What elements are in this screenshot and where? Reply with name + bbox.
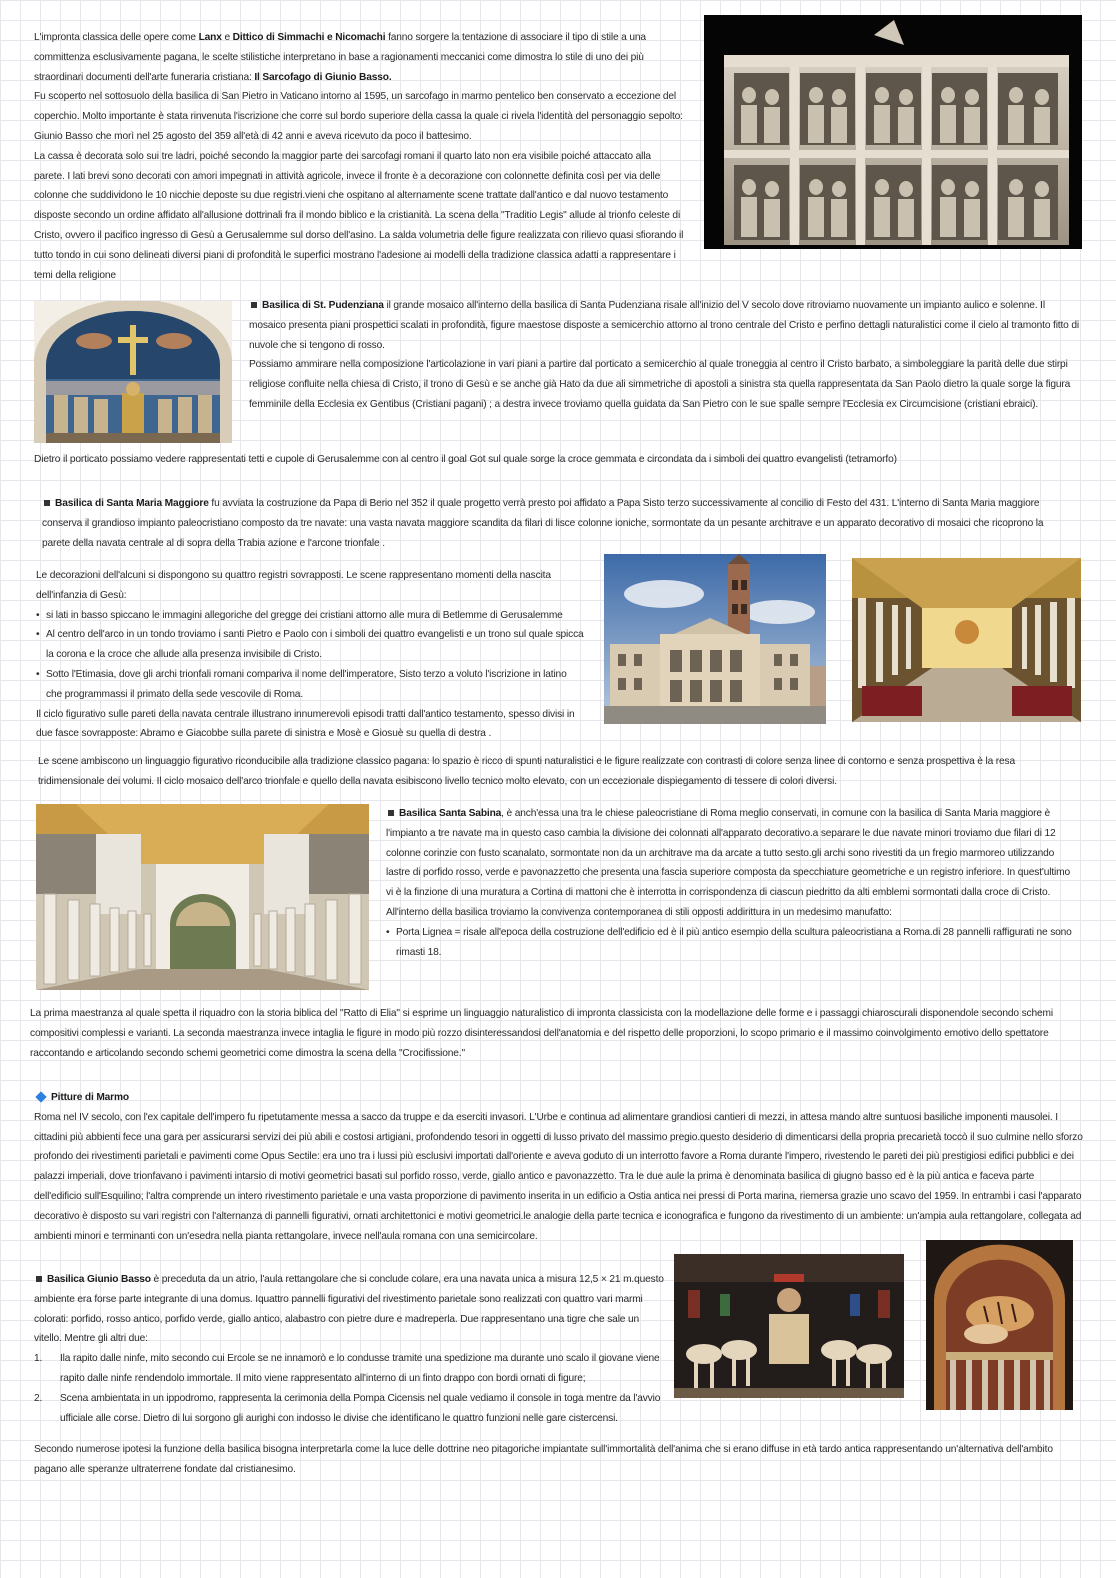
list-item: 1. Ila rapito dalle ninfe, mito secondo cui Ercole se ne innamorò e lo condusse tramite una spedizione ma durante uno scalo il giovane viene rapito dalle ninfe rendendolo immortale. Il mito viene rappresentato all'interno di un finto drappo con bordi ornati di figure;: [34, 1353, 660, 1384]
sabina-text: Basilica Santa Sabina, è anch'essa una tra le chiese paleocristiane di Roma meglio conservati, in comune con la basilica di Santa Maria maggiore è l'impianto a tre navate ma in questo caso cambia la divisione dei colonnati all'apparato decorativo.a separare le due navate minori troviamo due filari di 12 colonne corinzie con fusto scanalato, sormontate non da un architrave ma da arcate a tutto sesto.gli archi sono rivestiti da un fregio marmoreo utilizzando lastre di porfido rosso, verde e pavonazzetto che presenta una fascia superiore composta da specchiature geometriche e un registro inferiore. In quest'ultimo vi è la finzione di una muratura a Cortina di mattoni che è interrotta in corrispondenza di ciascun piedritto da alti emblemi sormontati dalla croce di Cristo. All'interno della basilica troviamo la convivenza contemporanea di stili opposti addirittura in un medesimo manufatto: • Porta Lignea = risale all'epoca della costruzione dell'edificio ed è il più antico esempio della scultura paleocristiana a Roma.di 28 pannelli raffigurati ne sono rimasti 18.: [386, 804, 1076, 962]
pudenziana-mosaic-photo: [34, 301, 232, 443]
list-item: • Porta Lignea = risale all'epoca della costruzione dell'edificio ed è il più antico esempio della scultura paleocristiana a Roma.di 28 pannelli raffigurati ne sono rimasti 18.: [386, 923, 1076, 963]
marble-section: Pitture di Marmo Roma nel IV secolo, con l'ex capitale dell'impero fu ripetutamente messa a sacco da truppe e da eserciti invasori. L'Urbe e continua ad alimentare grandiosi cantieri di mezzi, in attesa mando altre suntuosi basiliche imponenti mausolei. I cittadini più abbienti fece una gara per assicurarsi servizi dei più abili e costosi artigiani, profondendo tesori in oggetti di lusso privato del massimo pregio.questo desiderio di dimenticarsi della propria precarietà toccò il suo culmine nello sforzo profondo dei rivestimenti parietali e pavimenti come Opus Sectile: era uno tra i lussi più esclusivi importati dall'oriente e aveva goduto di un interrotto favore a Roma durante l'impero, rivestendo le pareti dei più prestigiosi edifici pubblici e dei palazzi imperiali, dove trionfavano i pavimenti intarsio di motivi geometrici basati sul porfido rosso, verde, giallo antico e pavonazzetto. Tra le due aule la prima è denominata basilica di giugno basso ed è la più antica e faceva parte dell'edificio sull'Esquilino; l'altra comprende un intero rivestimento parietale e una vasta proporzione di pavimento inserita in un edificio a Ostia antica nei pressi di Porta marina, riemersa grazie uno scavo del 1959. In entrambi i casi l'apparato decorativo è disposto su vari registri con l'alternanza di pannelli figurativi, ornati architettonici e motivi geometrici.le analogie della parte tecnica e iconografica e fungono da rivestimento di un ambiente: un'ampia aula rettangolare, collegata ad ambienti minori e terminanti con un'esedra nella pianta rettangolare, invece nell'aula romana con una semicircolare.: [34, 1088, 1084, 1246]
chariot-panel-photo: [674, 1254, 904, 1398]
square-bullet-icon: [251, 302, 257, 308]
discovery-paragraph: Fu scoperto nel sottosuolo della basilica di San Pietro in Vaticano intorno al 1595, un sarcofago in marmo pentelico ben conservato a eccezione del coperchio. Molto importante è stata rinvenuta l'iscrizione che corre sul bordo superiore della cassa la quale ci rivela l'identità del personaggio sepolto: Giunio Basso che morì nel 25 agosto del 359 all'età di 42 anni e aveva ricevuto da poco il battesimo.: [34, 91, 683, 142]
tiger-panel-photo: [926, 1240, 1073, 1410]
list-item: 2. Scena ambientata in un ippodromo, rappresenta la cerimonia della Pompa Cicensis nel quale vediamo il console in toga mentre da l'avvio ufficiale alle corse. Dietro di lui sorgono gli aurighi con indosso le divise che identificano le quattro funzioni nelle gare cistercensi.: [34, 1392, 661, 1424]
maggiore-interior-photo: [852, 558, 1081, 722]
sabina-list: [386, 923, 1076, 963]
list-item: • si lati in basso spiccano le immagini allegoriche del gregge dei cristiani attorno alle mura di Betlemme di Gerusalemme: [36, 606, 584, 626]
section-heading: Pitture di Marmo: [34, 1088, 1084, 1108]
junius-text: Basilica Giunio Basso è preceduta da un atrio, l'aula rettangolare che si conclude colare, era una navata unica a misura 12,5 × 21 m.questo ambiente era forse parte integrante di una domus. Iquattro pannelli figurativi del rivestimento parietale sono realizzati con quattro vari marmi colorati: porfido, rosso antico, porfido verde, giallo antico, alabastro con pietre dure e madreperla. Due rappresentano una tigre che sale un vitello. Mentre gli altri due: 1. Ila rapito dalle ninfe, mito secondo cui Ercole se ne innamorò e lo condusse tramite una spedizione ma durante uno scalo il giovane viene rapito dalle ninfe rendendolo immortale. Il mito viene rappresentato all'interno di un finto drappo con bordi ornati di figure; 2. Scena ambientata in un ippodromo, rappresenta la cerimonia della Pompa Cicensis nel quale vediamo il console in toga mentre da l'avvio ufficiale alle corse. Dietro di lui sorgono gli aurighi con indosso le divise che identificano le quattro funzioni nelle gare cistercensi.: [34, 1270, 666, 1428]
sarcophagus-text: [34, 28, 684, 285]
maggiore-list: [36, 606, 584, 705]
square-bullet-icon: [44, 500, 50, 506]
decoration-paragraph: La cassa è decorata solo sui tre ladri, poiché secondo la maggior parte dei sarcofagi romani il quarto lato non era visibile poiché attaccato alla parete. I lati brevi sono decorati con amori impegnati in attività agricole, invece il fronte è a decorazione con colonnette definita così per via delle colonne che suddividono le 10 nicchie deposte su due registri.vieni che ospitano al alternamente scene trattate dall'antico e dal nuovo testamento disposte secondo un ordine affidato all'allusione dottrinali fra il mondo biblico e la cristianità. La scena della "Traditio Legis" allude al trionfo celeste di Cristo, ovvero il pacifico ingresso di Gesù a Gerusalemme sul dorso dell'asino. La salda volumetria delle figure realizzata con rilievo quasi sfiorando il tutto tondo in cui sono delineati diversi piani di profondità le superfici mostrano l'adesione ai modelli della tradizione classica adatti a rappresentare i temi della religione: [34, 150, 684, 281]
maggiore-decorations: Le decorazioni dell'alcuni si dispongono su quattro registri sovrapposti. Le scene rappresentano momenti della nascita dell'infanzia di Gesù: • si lati in basso spiccano le immagini allegoriche del gregge dei cristiani attorno alle mura di Betlemme di Gerusalemme • Al centro dell'arco in un tondo troviamo i santi Pietro e Paolo con i simboli dei quattro evangelisti e un trono sul quale spicca la corona e la croce che allude alla presenza invisibile di Cristo. • Sotto l'Etimasia, dove gli archi trionfali romani compariva il nome dell'imperatore, Sisto terzo a voluto l'iscrizione in latino che programmassi il primato della sede vescovile di Roma. Il ciclo figurativo sulle pareti della navata centrale illustrano innumerevoli episodi tratti dall'antico testamento, spesso divisi in due fasce sovrapposte: Abramo e Giacobbe sulla parete di sinistra e Mosè e Giosuè su quella di destra .: [36, 566, 584, 744]
maggiore-title: Basilica di Santa Maria Maggiore: [55, 498, 209, 509]
junius-list: [34, 1349, 666, 1428]
pudenziana-text: [249, 296, 1079, 415]
junius-title: Basilica Giunio Basso: [47, 1274, 151, 1285]
pudenziana-paragraph-2: Possiamo ammirare nella composizione l'articolazione in vari piani a partire dal porticato a semicerchio al quale troneggia al centro il Cristo barbato, a simboleggiare la parità delle due stirpi religiose confluite nella chiesa di Cristo, il trono di Gesù e se anche già Hato da due ali simmetriche di apostoli a sinistra sta quella rappresentata da San Paolo dietro la quale sorge la figura femminile della Ecclesia ex Gentibus (Cristiani pagani) ; a destra invece troviamo quella guidata da San Pietro con le sue spalle sempre l'Ecclesia ex Circumcisione (cristiani ebraici).: [249, 359, 1071, 410]
square-bullet-icon: [388, 810, 394, 816]
square-bullet-icon: [36, 1276, 42, 1282]
sabina-masters-text: La prima maestranza al quale spetta il riquadro con la storia biblica del "Ratto di Elia" si esprime un linguaggio naturalistico di impronta classicista con la modellazione delle forme e i passaggi chiaroscurali disponendole secondo schemi compositivi complessi e varianti. La seconda maestranza invece intaglia le figure in modo più rozzo disinteressandosi dell'anatomia e del rispetto delle proporzioni, lo scopo primario e il massimo coinvolgimento emotivo dello spettatore raccontando e articolando secondo schemi geometrici come dimostra la scena della "Crocifissione.": [30, 1008, 1053, 1059]
list-item: • Sotto l'Etimasia, dove gli archi trionfali romani compariva il nome dell'imperatore, Sisto terzo a voluto l'iscrizione in latino che programmassi il primato della sede vescovile di Roma.: [36, 665, 584, 705]
junius-conclusion-text: Secondo numerose ipotesi la funzione della basilica bisogna interpretarla come la luce delle dottrine neo pitagoriche impiantate sull'immortalità dell'anima che si erano diffuse in età tardo antica rappresentando un'alternativa dell'ambito pagano alle speranze ultraterrene fondate dal cristianesimo.: [34, 1444, 1053, 1475]
pudenziana-paragraph-1: Basilica di St. Pudenziana il grande mosaico all'interno della basilica di Santa Pudenziana risale all'inizio del V secolo dove ritroviamo nuovamente un impianto aulico e solenne. Il mosaico presenta piani prospettici scalati in profondità, figure maestose disposte a semicerchio attorno al trono centrale del Cristo e perfino dettagli naturalistici come il cielo al tramonto fitto di nuvole che si tengono di rosso.: [249, 300, 1079, 351]
sabina-interior-photo: [36, 804, 369, 990]
pudenziana-porch-text: Dietro il porticato possiamo vedere rappresentati tetti e cupole di Gerusalemme con al centro il goal Got sul quale sorge la croce gemmata e circondata da i simboli dei quattro evangelisti (tetramorfo): [34, 454, 897, 465]
sabina-title: Basilica Santa Sabina: [399, 808, 502, 819]
sarcophagus-photo: [704, 15, 1082, 249]
list-item: • Al centro dell'arco in un tondo troviamo i santi Pietro e Paolo con i simboli dei quattro evangelisti e un trono sul quale spicca la corona e la croce che allude alla presenza invisibile di Cristo.: [36, 625, 584, 665]
maggiore-style-text: Le scene ambiscono un linguaggio figurativo riconducibile alla tradizione classico pagana: lo spazio è ricco di spunti naturalistici e le figure realizzate con contrasti di colore senza linee di contorno e senza prospettiva è la resa tridimensionale dei volumi. Il ciclo mosaico dell'arco trionfale e quello della navata esibiscono livello tecnico molto elevato, con un eccezionale dispiegamento di tessere di colori diversi.: [38, 756, 1016, 787]
diamond-icon: [35, 1091, 46, 1102]
pudenziana-title: Basilica di St. Pudenziana: [262, 300, 384, 311]
maggiore-intro: Basilica di Santa Maria Maggiore fu avviata la costruzione da Papa di Berio nel 352 il quale progetto verrà presto poi affidato a Papa Sisto terzo successivamente al concilio di Festo del 431. L'interno di Santa Maria maggiore conserva il grandioso impianto paleocristiano composto da tre navate: una vasta navata maggiore scandita da filari di lisce colonne ioniche, sormontate da un pesante architrave e un apparato decorativo di mosaici che ricoprono la parete della navata centrale al di sopra della Trabia azione e l'arcone trionfale .: [42, 498, 1044, 549]
maggiore-facade-photo: [604, 554, 826, 724]
intro-paragraph: L'impronta classica delle opere come Lanx e Dittico di Simmachi e Nicomachi fanno sorgere la tentazione di associare il tipo di stile a una committenza esclusivamente pagana, le scelte stilistiche interpretano in base a ragionamenti meccanici come dimostra lo stile di uno dei più straordinari documenti dell'arte funeraria cristiana: Il Sarcofago di Giunio Basso.: [34, 32, 646, 83]
